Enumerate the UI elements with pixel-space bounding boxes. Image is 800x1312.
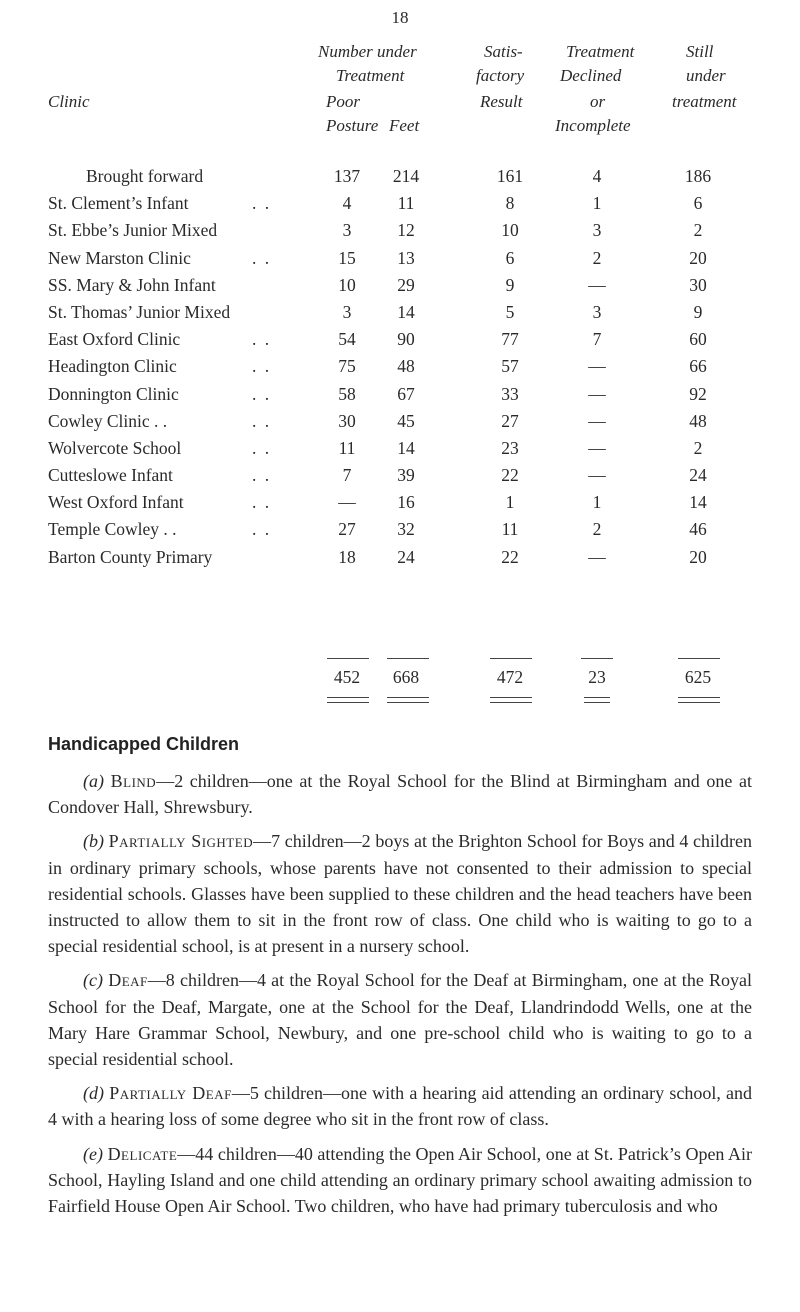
feet-value: 13 (397, 247, 415, 268)
declined-value: — (588, 437, 606, 458)
feet-value: 16 (397, 492, 415, 513)
paragraph-text: —44 children—40 attending the Open Air School, one at St. Patrick’s Open Air School, Hayling Island and one child attending an ordinary primary school awaiting admission to Fairfield House Open Air School. Two children, who have had primary tuberculosis and who (48, 1143, 752, 1217)
satisfactory-value: 27 (501, 410, 519, 431)
declined-value: — (588, 410, 606, 431)
still-value: 186 (684, 166, 712, 186)
table-row (0, 220, 800, 247)
table-row (0, 275, 800, 302)
leader-dots: . . (252, 383, 272, 404)
poor-posture-value: 10 (338, 274, 356, 295)
clinic-name: SS. Mary & John Infant (48, 274, 216, 295)
still-value: 9 (693, 301, 703, 322)
header-still: Still (686, 42, 714, 61)
table-row (0, 384, 800, 411)
declined-value: — (588, 274, 606, 295)
paragraph-term: Partially Sighted (108, 831, 254, 852)
poor-posture-value: 30 (338, 410, 356, 431)
clinic-name: St. Ebbe’s Junior Mixed (48, 220, 218, 241)
still-value: 92 (689, 383, 707, 404)
declined-value: 1 (592, 492, 602, 513)
declined-value: — (588, 383, 606, 404)
still-value: 6 (693, 193, 703, 214)
clinic-name: Brought forward (86, 166, 204, 186)
leader-dots: . . (252, 437, 272, 458)
poor-posture-value: 3 (342, 220, 352, 241)
table-row (0, 329, 800, 356)
leader-dots: . . (252, 519, 272, 540)
table-row (0, 356, 800, 383)
satisfactory-value: 57 (501, 356, 519, 377)
still-value: 2 (693, 220, 703, 241)
paragraph-label: (e) (83, 1143, 103, 1164)
clinic-name: Cowley Clinic . . (48, 410, 168, 431)
leader-dots: . . (252, 329, 272, 350)
header-feet: Feet (389, 116, 420, 135)
feet-value: 12 (397, 220, 415, 241)
total-poor-posture: 452 (333, 667, 361, 687)
header-number-under: Number under (318, 42, 417, 61)
still-value: 14 (689, 492, 707, 513)
table-row (0, 465, 800, 492)
poor-posture-value: — (338, 492, 356, 513)
still-value: 48 (689, 410, 707, 431)
still-value: 60 (689, 329, 707, 350)
total-rule (327, 658, 369, 659)
total-double-rule (327, 697, 369, 703)
table-row (0, 302, 800, 329)
feet-value: 24 (397, 546, 415, 567)
poor-posture-value: 54 (338, 329, 356, 350)
paragraph-text: —2 children—one at the Royal School for the Blind at Birmingham and one at Condover Hall, Shrewsbury. (48, 771, 753, 818)
paragraph-partially-sighted (48, 828, 752, 959)
header-factory: factory (476, 66, 525, 85)
header-poor: Poor (326, 92, 360, 111)
header-or: or (590, 92, 606, 111)
total-double-rule (387, 697, 429, 703)
poor-posture-value: 75 (338, 356, 356, 377)
paragraph-text: —5 children—one with a hearing aid attending an ordinary school, and 4 with a hearing loss of some degree who sit in the front row of class. (48, 1083, 752, 1130)
clinic-name: Barton County Primary (48, 546, 213, 567)
still-value: 24 (689, 465, 707, 486)
paragraph-deaf (48, 967, 752, 1072)
header-incomplete: Incomplete (555, 116, 631, 135)
table-body (0, 166, 800, 574)
poor-posture-value: 15 (338, 247, 356, 268)
satisfactory-value: 22 (501, 546, 519, 567)
total-declined: 23 (588, 667, 606, 687)
feet-value: 45 (397, 410, 415, 431)
table-row (0, 492, 800, 519)
poor-posture-value: 4 (342, 193, 352, 214)
satisfactory-value: 11 (501, 519, 519, 540)
satisfactory-value: 6 (505, 247, 515, 268)
poor-posture-value: 137 (333, 166, 361, 186)
feet-value: 32 (397, 519, 415, 540)
header-result: Result (480, 92, 523, 111)
leader-dots: . . (252, 465, 272, 486)
table-row (0, 438, 800, 465)
total-double-rule (678, 697, 720, 703)
table-row (0, 519, 800, 546)
feet-value: 90 (397, 329, 415, 350)
clinic-name: Donnington Clinic (48, 383, 179, 404)
feet-value: 48 (397, 356, 415, 377)
total-double-rule (490, 697, 532, 703)
clinic-name: West Oxford Infant (48, 492, 184, 513)
total-rule (678, 658, 720, 659)
paragraph-blind (48, 768, 752, 820)
declined-value: 4 (592, 166, 602, 186)
header-clinic: Clinic (48, 92, 90, 111)
header-satis: Satis- (484, 42, 523, 61)
still-value: 20 (689, 247, 707, 268)
clinic-name: Temple Cowley . . (48, 519, 177, 540)
clinic-name: Headington Clinic (48, 356, 177, 377)
header-under: under (686, 66, 726, 85)
total-feet: 668 (392, 667, 420, 687)
leader-dots: . . (252, 492, 272, 513)
section-heading: Handicapped Children (48, 734, 240, 754)
leader-dots: . . (252, 410, 272, 431)
poor-posture-value: 7 (342, 465, 352, 486)
satisfactory-value: 77 (501, 329, 519, 350)
declined-value: 3 (592, 220, 602, 241)
satisfactory-value: 1 (505, 492, 515, 513)
satisfactory-value: 9 (505, 274, 515, 295)
declined-value: 7 (592, 329, 602, 350)
clinic-name: St. Clement’s Infant (48, 193, 189, 214)
total-double-rule (584, 697, 610, 703)
header-treatment: Treatment (336, 66, 405, 85)
satisfactory-value: 8 (505, 193, 515, 214)
paragraph-label: (c) (83, 970, 103, 991)
feet-value: 29 (397, 274, 415, 295)
satisfactory-value: 5 (505, 301, 515, 322)
clinic-name: St. Thomas’ Junior Mixed (48, 301, 231, 322)
paragraph-term: Blind (110, 771, 157, 791)
feet-value: 14 (397, 437, 415, 458)
clinic-name: Wolvercote School (48, 437, 182, 458)
poor-posture-value: 11 (338, 437, 356, 458)
page-number: 18 (391, 8, 409, 27)
leader-dots: . . (252, 356, 272, 377)
total-satisfactory: 472 (496, 667, 524, 687)
poor-posture-value: 27 (338, 519, 356, 540)
poor-posture-value: 3 (342, 301, 352, 322)
paragraph-label: (d) (83, 1083, 104, 1104)
satisfactory-value: 33 (501, 383, 519, 404)
still-value: 66 (689, 356, 707, 377)
total-rule (490, 658, 532, 659)
satisfactory-value: 10 (501, 220, 519, 241)
header-posture: Posture (326, 116, 379, 135)
leader-dots: . . (252, 247, 272, 268)
satisfactory-value: 22 (501, 465, 519, 486)
still-value: 46 (689, 519, 707, 540)
poor-posture-value: 58 (338, 383, 356, 404)
paragraph-text: —7 children—2 boys at the Brighton School for Boys and 4 children in ordinary primary schools, whose parents have not consented to their admission to special residential schools. Glasses have been supplied to these children and the head teachers have been instructed to allow them to sit in the front row of class. One child who is waiting to go to a special residential school, is at present in a nursery school. (48, 831, 752, 957)
table-row (0, 248, 800, 275)
satisfactory-value: 161 (496, 166, 524, 186)
still-value: 2 (693, 437, 703, 458)
declined-value: — (588, 465, 606, 486)
still-value: 30 (689, 274, 707, 295)
feet-value: 14 (397, 301, 415, 322)
clinic-name: East Oxford Clinic (48, 329, 181, 350)
leader-dots: . . (252, 193, 272, 214)
declined-value: 3 (592, 301, 602, 322)
declined-value: — (588, 356, 606, 377)
paragraph-label: (b) (83, 831, 104, 852)
declined-value: — (588, 546, 606, 567)
still-value: 20 (689, 546, 707, 567)
poor-posture-value: 18 (338, 546, 356, 567)
declined-value: 1 (592, 193, 602, 214)
paragraph-term: Partially Deaf (109, 1083, 232, 1104)
paragraph-term: Delicate (107, 1143, 178, 1164)
paragraph-delicate (48, 1141, 752, 1220)
paragraph-term: Deaf (108, 970, 148, 991)
total-rule (581, 658, 613, 659)
feet-value: 214 (392, 166, 420, 186)
paragraph-label: (a) (83, 771, 104, 791)
table-row (0, 411, 800, 438)
section-body (48, 768, 752, 1227)
feet-value: 11 (397, 193, 415, 214)
table-row (0, 547, 800, 574)
table-row (0, 193, 800, 220)
feet-value: 39 (397, 465, 415, 486)
declined-value: 2 (592, 247, 602, 268)
paragraph-partially-deaf (48, 1080, 752, 1132)
total-still: 625 (684, 667, 712, 687)
clinic-name: Cutteslowe Infant (48, 465, 173, 486)
header-treatment-declined: Treatment (566, 42, 635, 61)
total-rule (387, 658, 429, 659)
declined-value: 2 (592, 519, 602, 540)
paragraph-text: —8 children—4 at the Royal School for the Deaf at Birmingham, one at the Royal School for the Deaf, Margate, one at the School for the Deaf, Llandrindodd Wells, one at the Mary Hare Grammar School, Newbury, and one pre-school child who is waiting to go to a special residential school. (48, 970, 753, 1070)
totals-row (0, 667, 800, 693)
satisfactory-value: 23 (501, 437, 519, 458)
clinic-name: New Marston Clinic (48, 247, 191, 268)
table-row (0, 166, 800, 193)
header-declined: Declined (560, 66, 622, 85)
header-treatment-still: treatment (672, 92, 737, 111)
feet-value: 67 (397, 383, 415, 404)
